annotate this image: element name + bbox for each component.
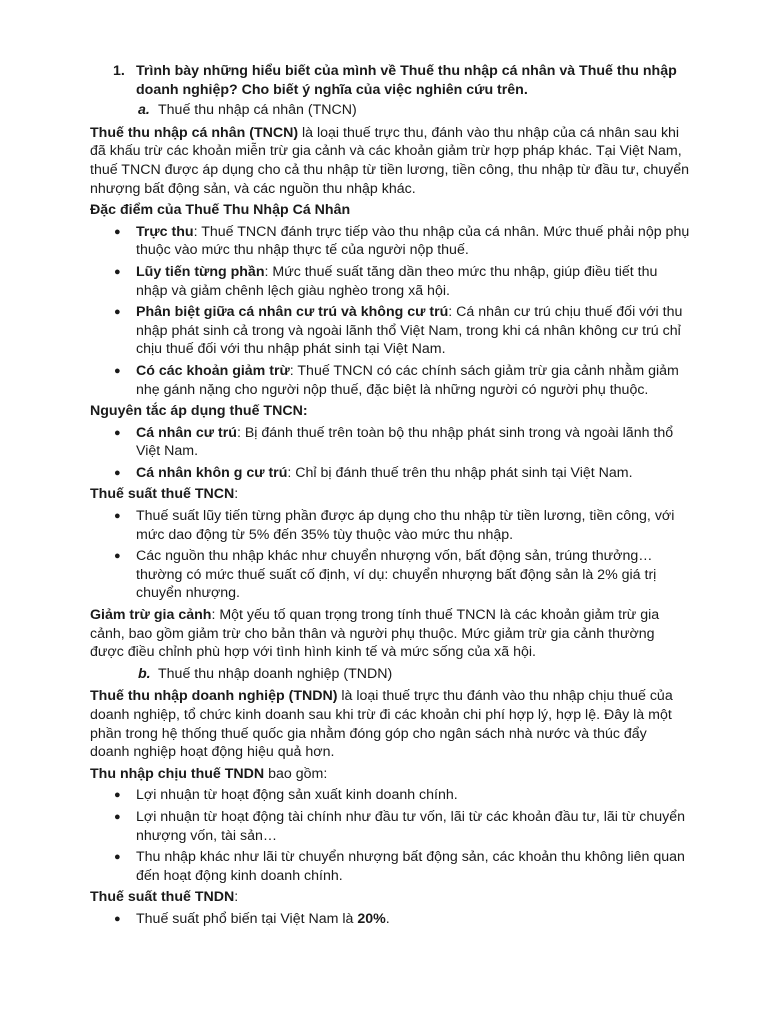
question-number: 1. bbox=[113, 63, 125, 79]
section-b-intro bbox=[90, 687, 690, 761]
item-text: : Chỉ bị đánh thuế trên thu nhập phát sinh tại Việt Nam. bbox=[287, 464, 633, 481]
principles-list bbox=[90, 424, 690, 483]
list-item bbox=[114, 464, 690, 483]
intro-text: là loại thuế trực thu đánh vào thu nhập chịu thuế của doanh nghiệp, tổ chức kinh doanh sau khi trừ đi các khoản chi phí hợp lý, hợp lệ. Đây là một phần trong hệ thống thuế quốc gia nhằm đóng góp cho ngân sách nhà nước và thúc đẩy doanh nghiệp hoạt động hiệu quả hơn. bbox=[90, 688, 673, 761]
bullet-icon: ● bbox=[114, 550, 121, 563]
section-b-letter: b. bbox=[138, 665, 151, 682]
deduction-bold: Giảm trừ gia cảnh bbox=[90, 607, 212, 624]
rate-list bbox=[90, 910, 690, 929]
list-item bbox=[114, 223, 690, 260]
bullet-icon: ● bbox=[114, 364, 121, 377]
deduction-text: : Một yếu tố quan trọng trong tính thuế TNCN là các khoản giảm trừ gia cảnh, bao gồm giảm trừ cho bản thân và người phụ thuộc. Mức giảm trừ gia cảnh thường được điều chỉnh phù hợp với tình hình kinh tế và mức sống của xã hội. bbox=[90, 607, 660, 661]
item-text: Các nguồn thu nhập khác như chuyển nhượng vốn, bất động sản, trúng thưởng… thường có mức thuế suất cố định, ví dụ: chuyển nhượng bất động sản là 2% giá trị chuyển nhượng. bbox=[136, 548, 657, 602]
rates-heading bbox=[90, 485, 690, 504]
deduction-paragraph bbox=[90, 606, 690, 662]
intro-bold: Thuế thu nhập doanh nghiệp (TNDN) bbox=[90, 688, 338, 705]
section-b-title-text: Thuế thu nhập doanh nghiệp (TNDN) bbox=[158, 665, 393, 682]
item-text: Thuế suất phổ biến tại Việt Nam là bbox=[136, 910, 358, 927]
item-text: : Thuế TNCN đánh trực tiếp vào thu nhập của cá nhân. Mức thuế phải nộp phụ thuộc vào mức thu nhập thực tế của người nộp thuế. bbox=[136, 223, 690, 259]
section-a-letter: a. bbox=[138, 102, 150, 119]
item-text: Thu nhập khác như lãi từ chuyển nhượng bất động sản, các khoản thu không liên quan đến hoạt động kinh doanh chính. bbox=[136, 849, 685, 884]
rate-heading-tail: : bbox=[234, 889, 239, 906]
rates-list bbox=[90, 507, 690, 603]
list-item bbox=[114, 263, 690, 300]
intro-bold: Thuế thu nhập cá nhân (TNCN) bbox=[90, 124, 299, 141]
bullet-icon: ● bbox=[114, 912, 121, 925]
section-a-title bbox=[138, 101, 690, 120]
list-item bbox=[114, 424, 690, 461]
taxable-heading-bold: Thu nhập chịu thuế TNDN bbox=[90, 765, 265, 782]
principles-heading: Nguyên tắc áp dụng thuế TNCN: bbox=[90, 403, 308, 420]
section-a-title-text: Thuế thu nhập cá nhân (TNCN) bbox=[158, 102, 357, 119]
rate-heading-bold: Thuế suất thuế TNDN bbox=[90, 889, 235, 906]
rates-heading-bold: Thuế suất thuế TNCN bbox=[90, 486, 235, 503]
item-bold: Có các khoản giảm trừ bbox=[136, 362, 290, 379]
list-item bbox=[114, 303, 690, 359]
list-item bbox=[114, 910, 690, 929]
item-bold: Cá nhân cư trú bbox=[136, 424, 237, 441]
item-text: : Bị đánh thuế trên toàn bộ thu nhập phát sinh trong và ngoài lãnh thổ Việt Nam. bbox=[136, 424, 674, 460]
taxable-heading-tail: bao gồm: bbox=[264, 765, 328, 782]
list-item bbox=[114, 808, 690, 845]
document-page bbox=[90, 62, 690, 932]
item-text: : Mức thuế suất tăng dần theo mức thu nhập, giúp điều tiết thu nhập và giảm chênh lệch giàu nghèo trong xã hội. bbox=[136, 263, 658, 299]
list-item bbox=[114, 848, 690, 885]
rate-heading bbox=[90, 888, 690, 907]
list-item bbox=[114, 362, 690, 399]
item-bold: Phân biệt giữa cá nhân cư trú và không cư trú bbox=[136, 304, 449, 321]
bullet-icon: ● bbox=[114, 225, 121, 238]
list-item bbox=[114, 507, 690, 544]
bullet-icon: ● bbox=[114, 426, 121, 439]
item-text: : Thuế TNCN có các chính sách giảm trừ gia cảnh nhằm giảm nhẹ gánh nặng cho người nộp thuế, đặc biệt là những người có người phụ thuộc. bbox=[136, 362, 679, 398]
bullet-icon: ● bbox=[114, 851, 121, 864]
bullet-icon: ● bbox=[114, 265, 121, 278]
bullet-icon: ● bbox=[114, 789, 121, 802]
list-item bbox=[114, 547, 690, 603]
bullet-icon: ● bbox=[114, 466, 121, 479]
item-text: Lợi nhuận từ hoạt động tài chính như đầu tư vốn, lãi từ các khoản đầu tư, lãi từ chuyển nhượng vốn, tài sản… bbox=[136, 808, 686, 844]
bullet-icon: ● bbox=[114, 306, 121, 319]
section-a-intro bbox=[90, 124, 690, 198]
item-bold: Cá nhân khôn g cư trú bbox=[136, 464, 288, 481]
bullet-icon: ● bbox=[114, 810, 121, 823]
item-text: Thuế suất lũy tiến từng phần được áp dụng cho thu nhập từ tiền lương, tiền công, với mức dao động từ 5% đến 35% tùy thuộc vào mức thu nhập. bbox=[136, 508, 675, 543]
rate-value: 20% bbox=[357, 910, 386, 927]
features-heading: Đặc điểm của Thuế Thu Nhập Cá Nhân bbox=[90, 202, 351, 219]
rates-heading-tail: : bbox=[234, 486, 239, 503]
item-tail: . bbox=[385, 910, 390, 927]
intro-text: là loại thuế trực thu, đánh vào thu nhập của cá nhân sau khi đã khấu trừ các khoản miễn trừ gia cảnh và các khoản giảm trừ hợp pháp khác. Tại Việt Nam, thuế TNCN được áp dụng cho cả thu nhập từ tiền lương, tiền công, thu nhập từ đầu tư, chuyển nhượng bất động sản, và các nguồn thu nhập khác. bbox=[90, 124, 690, 197]
taxable-list bbox=[90, 786, 690, 885]
section-b-title bbox=[138, 665, 690, 684]
item-text: Lợi nhuận từ hoạt động sản xuất kinh doanh chính. bbox=[136, 787, 458, 804]
question-text: Trình bày những hiểu biết của mình về Thuế thu nhập cá nhân và Thuế thu nhập doanh nghiệp? Cho biết ý nghĩa của việc nghiên cứu trên. bbox=[136, 63, 677, 98]
item-bold: Trực thu bbox=[136, 223, 194, 240]
question-heading bbox=[113, 62, 690, 99]
bullet-icon: ● bbox=[114, 510, 121, 523]
taxable-heading bbox=[90, 765, 690, 784]
item-text: : Cá nhân cư trú chịu thuế đối với thu nhập phát sinh cả trong và ngoài lãnh thổ Việt Nam, trong khi cá nhân không cư trú chỉ chịu thuế đối với thu nhập phát sinh tại Việt Nam. bbox=[136, 304, 683, 358]
item-bold: Lũy tiến từng phần bbox=[136, 263, 265, 280]
features-list bbox=[90, 223, 690, 399]
list-item bbox=[114, 786, 690, 805]
